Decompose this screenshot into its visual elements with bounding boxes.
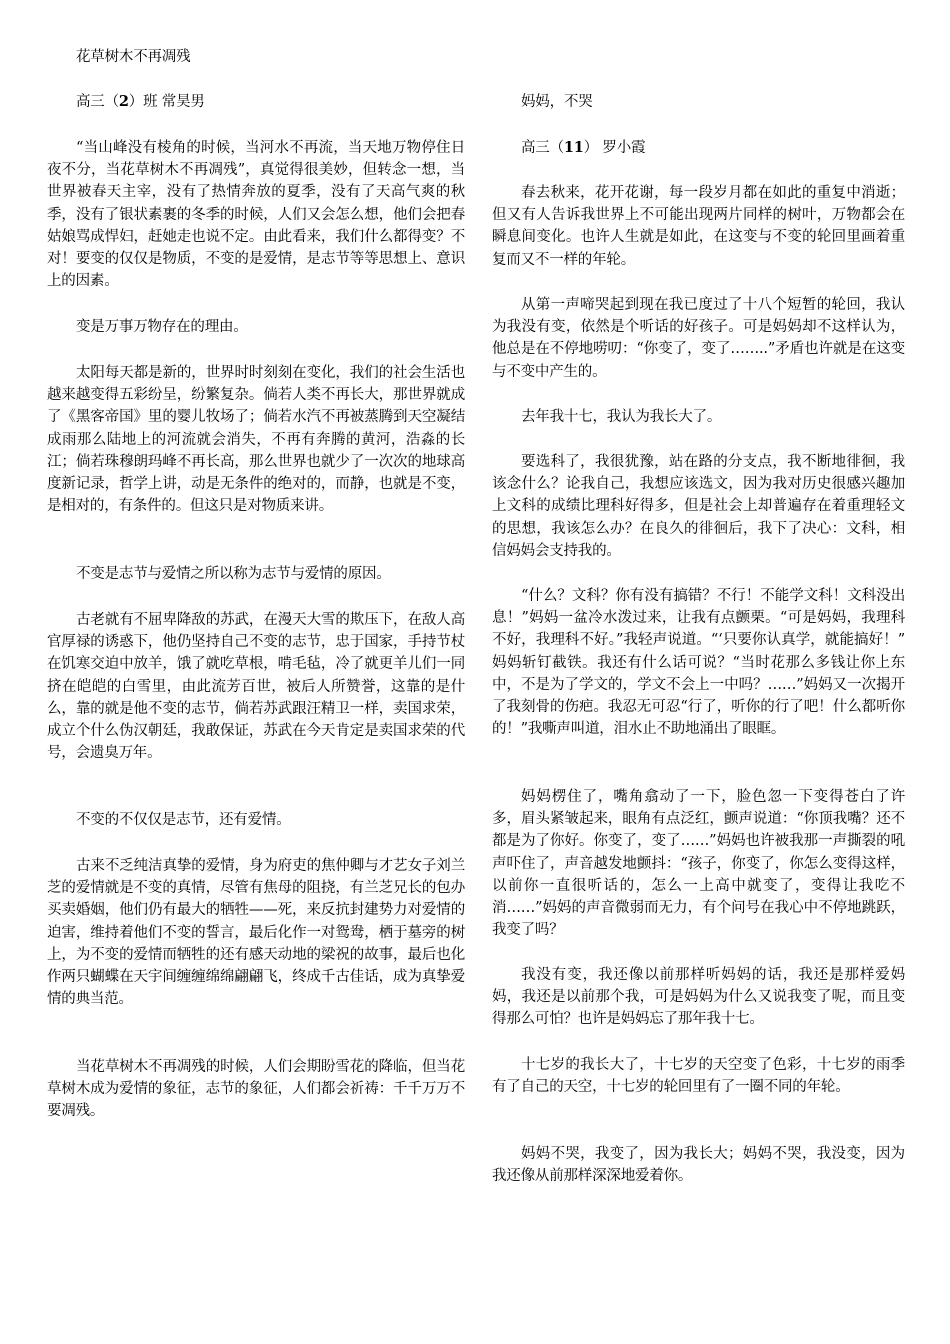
paragraph: 当花草树木不再凋残的时候，人们会期盼雪花的降临，但当花草树木成为爱情的象征，志节的象征，人们都会祈祷：千千万万不要凋残。 (47, 1059, 465, 1120)
article-title: 花草树木不再凋残 (76, 49, 191, 65)
article-title: 妈妈，不哭 (521, 94, 593, 110)
paragraph: 太阳每天都是新的，世界时时刻刻在变化，我们的社会生活也越来越变得五彩纷呈，纷繁复杂。倘若人类不再长大，那世界就成了《黑客帝国》里的婴儿牧场了；倘若水汽不再被蒸腾到天空凝结成雨那么陆地上的河流就会消失，不再有奔腾的黄河，浩淼的长江；倘若珠穆朗玛峰不再长高，那么世界也就少了一次次的地球高度新记录，哲学上讲，动是无条件的绝对的，而静，也就是不变，是相对的，有条件的。但这只是对物质来讲。 (47, 365, 465, 515)
paragraph: 我没有变，我还像以前那样听妈妈的话，我还是那样爱妈妈，我还是以前那个我，可是妈妈为什么又说我变了呢，而且变得那么可怕？也许是妈妈忘了那年我十七。 (492, 967, 905, 1028)
paragraph: 从第一声啼哭起到现在我已度过了十八个短暂的轮回，我认为我没有变，依然是个听话的好孩子。可是妈妈却不这样认为，他总是在不停地唠叨：“你变了，变了……..”矛盾也许就是在这变与不变中产生的。 (492, 297, 905, 380)
paragraph: 不变的不仅仅是志节，还有爱情。 (76, 812, 291, 828)
article-byline: 高三（11） 罗小霞 (521, 139, 646, 156)
paragraph: 古来不乏纯洁真挚的爱情，身为府吏的焦仲卿与才艺女子刘兰芝的爱情就是不变的真情，尽管有焦母的阻挠，有兰芝兄长的包办买卖婚姻，他们仍有最大的牺牲——死，来反抗封建势力对爱情的迫害，维持着他们不变的誓言，最后化作一对鸳鸯，栖于墓旁的树上，为不变的爱情而牺牲的还有感天动地的梁祝的故事，最后也化作两只蝴蝶在天宇间缠缠绵绵翩翩飞，终成千古佳话，成为真挚爱情的典当范。 (47, 858, 465, 1008)
paragraph: 变是万事万物存在的理由。 (76, 319, 248, 335)
paragraph: 不变是志节与爱情之所以称为志节与爱情的原因。 (76, 566, 391, 582)
paragraph: 妈妈不哭，我变了，因为我长大；妈妈不哭，我没变，因为我还像从前那样深深地爱着你。 (492, 1146, 905, 1185)
paragraph: 去年我十七，我认为我长大了。 (521, 409, 722, 425)
paragraph: 古老就有不屈卑降敌的苏武，在漫天大雪的欺压下，在敌人高官厚禄的诱惑下，他仍坚持自己不变的志节，忠于国家，手持节杖在饥寒交迫中放羊，饿了就吃草根，啃毛毡，冷了就更羊儿们一同挤在皑皑的白雪里，由此流芳百世，被后人所赞誉，这靠的是什么，靠的就是他不变的志节，倘若苏武跟汪精卫一样，卖国求荣，成立个什么伪汉朝廷，我敢保证，苏武在今天肯定是卖国求荣的代号，会遗臭万年。 (47, 612, 465, 762)
paragraph: 要选科了，我很犹豫，站在路的分支点，我不断地徘徊，我该念什么？论我自己，我想应该选文，因为我对历史很感兴趣加上文科的成绩比理科好得多，但是社会上却普遍存在着重理轻文的思想，我该怎么办？在良久的徘徊后，我下了决心：文科，相信妈妈会支持我的。 (492, 454, 905, 559)
paragraph: 春去秋来，花开花谢，每一段岁月都在如此的重复中消逝；但又有人告诉我世界上不可能出现两片同样的树叶，万物都会在瞬息间变化。也许人生就是如此，在这变与不变的轮回里画着重复而又不一样的年轮。 (492, 185, 905, 268)
paragraph: 妈妈楞住了，嘴角翕动了一下，脸色忽一下变得苍白了许多，眉头紧皱起来，眼角有点泛红，颤声说道：“你顶我嘴？还不都是为了你好。你变了，变了……”妈妈也许被我那一声撕裂的吼声吓住了，声音越发地颤抖：“孩子，你变了，你怎么变得这样，以前你一直很听话的，怎么一上高中就变了，变得让我吃不消……”妈妈的声音微弱而无力，有个问号在我心中不停地跳跃，我变了吗？ (492, 789, 905, 939)
paragraph: “当山峰没有棱角的时候，当河水不再流，当天地万物停住日夜不分，当花草树木不再凋残”，真觉得很美妙，但转念一想，当世界被春天主宰，没有了热情奔放的夏季，没有了天高气爽的秋季，没有了银状素裹的冬季的时候，人们又会怎么想，他们会把春姑娘骂成悍妇，赶她走也说不定。由此看来，我们什么都得变？不对！要变的仅仅是物质，不变的是爱情，是志节等等思想上、意识上的因素。 (47, 140, 465, 290)
article-byline: 高三（2）班 常昊男 (76, 93, 205, 110)
paragraph: “什么？文科？你有没有搞错？不行！不能学文科！文科没出息！”妈妈一盆冷水泼过来，让我有点颤栗。“可是妈妈，我理科不好，我理科不好。”我轻声说道。“‘只要你认真学，就能搞好！” 妈妈斩钉截铁。我还有什么话可说？“当时花那么多钱让你上东中，不是为了学文的，学文不会上一中吗？……”妈妈又一次揭开了我刻骨的伤疤。我忍无可忍“行了，听你的行了吧！什么都听你的！”我嘶声叫道，泪水止不助地涌出了眼眶。 (492, 588, 905, 738)
paragraph: 十七岁的我长大了，十七岁的天空变了色彩，十七岁的雨季有了自己的天空，十七岁的轮回里有了一圈不同的年轮。 (492, 1057, 905, 1096)
